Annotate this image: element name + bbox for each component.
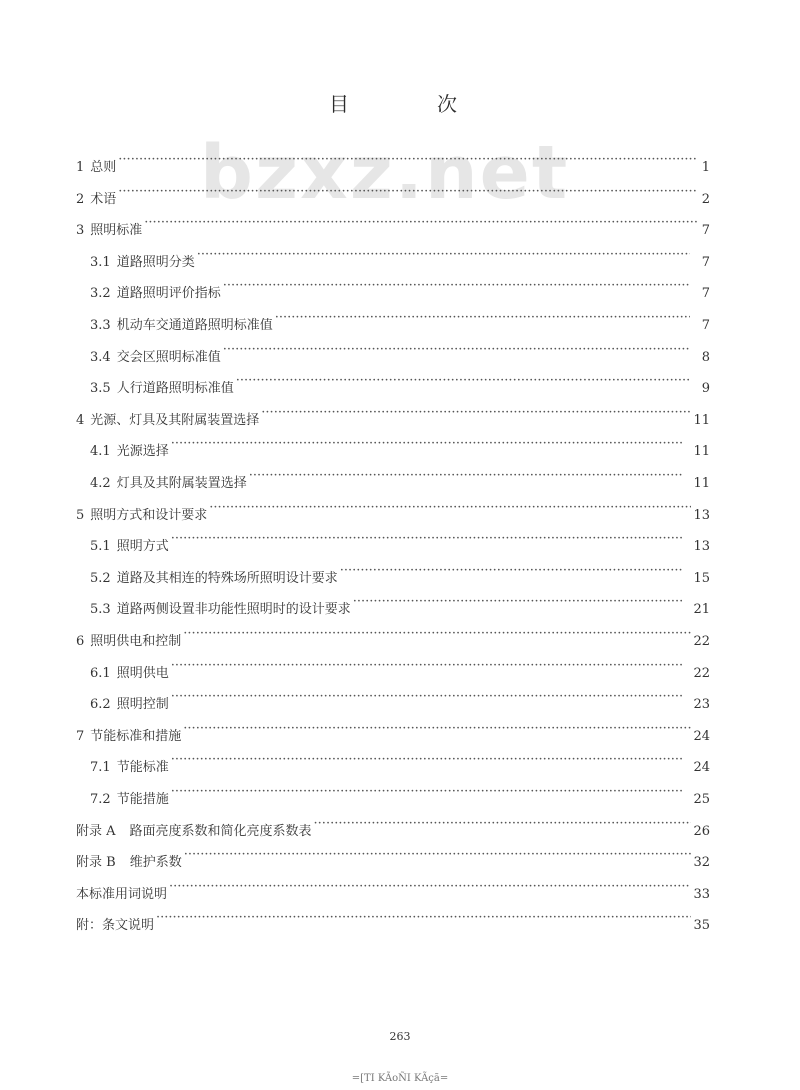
toc-entry-number: 附录 A — [76, 824, 116, 839]
toc-leader-dots — [236, 370, 690, 392]
toc-entry-title — [90, 473, 247, 495]
toc-entry-title — [76, 852, 182, 874]
toc-leader-dots — [171, 433, 684, 455]
toc-entry-title — [76, 410, 259, 432]
toc-entry-label: 照明标准 — [90, 223, 143, 238]
toc-entry-page: 26 — [693, 824, 710, 839]
toc-entry-title — [76, 157, 116, 179]
toc-entry-title — [90, 315, 273, 337]
toc-leader-dots — [171, 686, 684, 708]
toc-entry-label: 人行道路照明标准值 — [116, 381, 234, 396]
toc-leader-dots — [340, 560, 684, 582]
toc-entry-number: 3.3 — [90, 318, 111, 333]
toc-entry[interactable] — [90, 433, 710, 459]
toc-entry[interactable] — [76, 623, 710, 649]
toc-entry-page: 8 — [701, 350, 710, 365]
toc-entry-number: 3.2 — [90, 286, 111, 301]
toc-entry-label: 节能标准和措施 — [90, 729, 182, 744]
toc-entry-label: 照明方式 — [116, 539, 169, 554]
page-title: 目 次 — [329, 92, 491, 116]
toc-entry-page: 25 — [693, 792, 710, 807]
toc-entry-page: 2 — [701, 192, 710, 207]
toc-leader-dots — [261, 402, 691, 424]
toc-entry-page: 7 — [701, 318, 710, 333]
toc-entry-title — [90, 568, 338, 590]
toc-entry-title — [90, 347, 221, 369]
toc-entry-number: 5 — [76, 508, 85, 523]
toc-entry-title — [76, 726, 181, 748]
toc-entry-number: 4.2 — [90, 476, 111, 491]
toc-entry-page: 32 — [693, 855, 710, 870]
toc-entry-label: 总则 — [90, 160, 117, 175]
toc-entry-label: 维护系数 — [129, 855, 182, 870]
toc-entry-title — [90, 536, 169, 558]
toc-entry-number: 6 — [76, 634, 85, 649]
toc-leader-dots — [171, 528, 684, 550]
toc-entry-number: 4 — [76, 413, 85, 428]
toc-entry-page: 7 — [701, 286, 710, 301]
toc-entry-title — [76, 884, 167, 906]
toc-entry[interactable] — [76, 212, 710, 238]
watermark: bzxz.net — [200, 130, 570, 216]
toc-entry[interactable] — [90, 655, 710, 681]
toc-leader-dots — [275, 307, 690, 329]
toc-leader-dots — [353, 591, 684, 613]
toc-entry[interactable] — [76, 181, 710, 207]
toc-entry[interactable] — [90, 244, 710, 270]
toc-entry-title — [90, 252, 195, 274]
toc-leader-dots — [144, 212, 698, 234]
toc-entry-number: 3 — [76, 223, 85, 238]
toc-entry-label: 节能标准 — [116, 760, 169, 775]
toc-entry-page: 11 — [693, 444, 710, 459]
toc-entry[interactable] — [90, 781, 710, 807]
toc-entry-number: 3.4 — [90, 350, 111, 365]
toc-entry[interactable] — [76, 876, 710, 902]
toc-entry-label: 附：条文说明 — [76, 918, 155, 933]
toc-leader-dots — [171, 655, 684, 677]
toc-leader-dots — [118, 181, 698, 203]
toc-leader-dots — [183, 623, 691, 645]
toc-entry-number: 5.2 — [90, 571, 111, 586]
toc-entry[interactable] — [76, 149, 710, 175]
toc-entry-number: 5.1 — [90, 539, 111, 554]
toc-entry-title — [76, 505, 207, 527]
toc-entry-page: 23 — [693, 697, 710, 712]
toc-entry-title — [76, 189, 116, 211]
page-number: 263 — [389, 1030, 411, 1043]
toc-entry-label: 路面亮度系数和简化亮度系数表 — [129, 824, 312, 839]
toc-entry-label: 灯具及其附属装置选择 — [116, 476, 247, 491]
toc-entry-page: 7 — [701, 255, 710, 270]
toc-entry-page: 35 — [693, 918, 710, 933]
toc-entry-page: 1 — [701, 160, 710, 175]
toc-entry-number: 5.3 — [90, 602, 111, 617]
toc-entry-title — [90, 441, 169, 463]
toc-entry[interactable] — [90, 560, 710, 586]
toc-entry-title — [90, 283, 221, 305]
toc-entry-number: 2 — [76, 192, 85, 207]
toc-entry-label: 道路两侧设置非功能性照明时的设计要求 — [116, 602, 351, 617]
toc-entry[interactable] — [76, 497, 710, 523]
toc-entry[interactable] — [90, 339, 710, 365]
toc-entry-label: 道路照明分类 — [116, 255, 195, 270]
toc-entry-title — [90, 599, 351, 621]
toc-entry[interactable] — [90, 307, 710, 333]
toc-leader-dots — [118, 149, 698, 171]
toc-entry-label: 照明供电和控制 — [90, 634, 182, 649]
toc-entry-page: 24 — [693, 760, 710, 775]
toc-entry-number: 附录 B — [76, 855, 116, 870]
toc-leader-dots — [171, 749, 684, 771]
toc-entry-page: 22 — [693, 666, 710, 681]
toc-entry[interactable] — [76, 844, 710, 870]
toc-entry-label: 照明控制 — [116, 697, 169, 712]
toc-entry-number: 3.5 — [90, 381, 111, 396]
toc-entry-title — [90, 757, 169, 779]
toc-entry-title — [90, 694, 169, 716]
toc-entry-number: 6.1 — [90, 666, 111, 681]
toc-entry-page: 33 — [693, 887, 710, 902]
toc-entry-label: 机动车交通道路照明标准值 — [116, 318, 273, 333]
toc-entry-page: 21 — [693, 602, 710, 617]
toc-leader-dots — [169, 876, 691, 898]
toc-entry-label: 道路照明评价指标 — [116, 286, 221, 301]
toc-leader-dots — [171, 781, 684, 803]
toc-entry[interactable] — [76, 718, 710, 744]
toc-entry-page: 24 — [693, 729, 710, 744]
toc-entry-page: 22 — [693, 634, 710, 649]
toc-entry-title — [90, 789, 169, 811]
toc-entry-page: 11 — [693, 413, 710, 428]
toc-entry-title — [90, 378, 234, 400]
toc-entry-number: 6.2 — [90, 697, 111, 712]
toc-entry[interactable] — [90, 465, 710, 491]
toc-entry-number: 1 — [76, 160, 85, 175]
toc-leader-dots — [156, 907, 691, 929]
toc-entry-number: 7.1 — [90, 760, 111, 775]
toc-entry-label: 本标准用词说明 — [76, 887, 168, 902]
toc-entry-title — [76, 220, 142, 242]
toc-leader-dots — [183, 718, 691, 740]
toc-leader-dots — [209, 497, 691, 519]
toc-entry-label: 节能措施 — [116, 792, 169, 807]
toc-entry-label: 照明方式和设计要求 — [90, 508, 208, 523]
toc-entry[interactable] — [76, 907, 710, 933]
toc-entry-title — [76, 915, 154, 937]
toc-entry-number: 7 — [76, 729, 85, 744]
toc-entry-label: 术语 — [90, 192, 117, 207]
toc-entry-number: 4.1 — [90, 444, 111, 459]
toc-leader-dots — [249, 465, 684, 487]
toc-entry-title — [76, 631, 181, 653]
toc-entry-page: 9 — [701, 381, 710, 396]
toc-entry[interactable] — [76, 813, 710, 839]
toc-entry-title — [76, 821, 312, 843]
toc-entry[interactable] — [90, 528, 710, 554]
toc-entry-label: 光源、灯具及其附属装置选择 — [90, 413, 260, 428]
toc-entry-label: 交会区照明标准值 — [116, 350, 221, 365]
toc-entry-title — [90, 663, 169, 685]
toc-entry[interactable] — [90, 370, 710, 396]
toc-leader-dots — [197, 244, 690, 266]
toc-entry-page: 11 — [693, 476, 710, 491]
toc-entry-number: 7.2 — [90, 792, 111, 807]
toc-leader-dots — [223, 275, 690, 297]
toc-entry-page: 13 — [693, 508, 710, 523]
footer-mark: =[TI KÃoÑI KÃçã= — [351, 1073, 449, 1084]
toc-entry-number: 3.1 — [90, 255, 111, 270]
toc-entry-label: 道路及其相连的特殊场所照明设计要求 — [116, 571, 338, 586]
toc-entry[interactable] — [90, 591, 710, 617]
toc-entry[interactable] — [90, 686, 710, 712]
toc-entry-label: 照明供电 — [116, 666, 169, 681]
toc-entry-label: 光源选择 — [116, 444, 169, 459]
toc-leader-dots — [314, 813, 692, 835]
toc-leader-dots — [223, 339, 690, 361]
toc-entry-page: 7 — [701, 223, 710, 238]
toc-entry-page: 15 — [693, 571, 710, 586]
toc-entry[interactable] — [90, 275, 710, 301]
toc-leader-dots — [184, 844, 692, 866]
toc-entry-page: 13 — [693, 539, 710, 554]
toc-entry[interactable] — [90, 749, 710, 775]
toc-entry[interactable] — [76, 402, 710, 428]
